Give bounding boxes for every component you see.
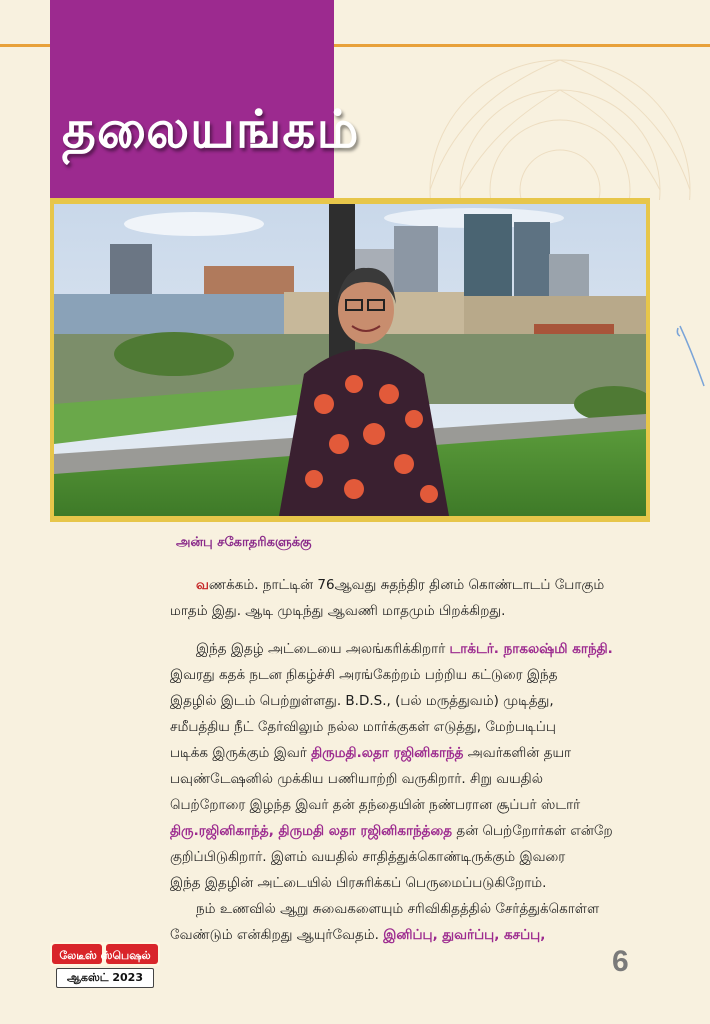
p2-line-7: பெற்றோரை இழந்த இவர் தன் தந்தையின் நண்பரான சூப்பர் ஸ்டார் [170,797,581,813]
logo-text: லேடீஸ் ஸ்பெஷல் [59,949,151,962]
p1-line-1: வணக்கம். நாட்டின் 76ஆவது சுதந்திர தினம் கொண்டாடப் போகும் [196,577,605,593]
drop-cap: வ [196,577,209,593]
pen-stroke-mark [672,322,708,392]
photo-frame [50,198,650,522]
p2-line-8: திரு.ரஜினிகாந்த், திருமதி லதா ரஜினிகாந்த்தை தன் பெற்றோர்கள் என்றே [170,823,613,839]
highlight-text: இனிப்பு, துவர்ப்பு, கசப்பு, [383,927,546,943]
p1-line-2: மாதம் இது. ஆடி முடிந்து ஆவணி மாதமும் பிறக்கிறது. [170,603,506,619]
paragraph-3 [170,896,650,948]
p2-line-3: இதழில் இடம் பெற்றுள்ளது. B.D.S., (பல் மருத்துவம்) முடித்து, [170,693,554,709]
p2-line-9: குறிப்பிடுகிறார். இளம் வயதில் சாதித்துக்கொண்டிருக்கும் இவரை [170,849,566,865]
issue-date: ஆகஸ்ட் 2023 [56,968,154,988]
highlight-name: திரு.ரஜினிகாந்த், திருமதி லதா ரஜினிகாந்த்தை [170,823,453,839]
cover-photo [54,204,646,516]
paragraph-1 [170,572,650,624]
p3-line-1: நம் உணவில் ஆறு சுவைகளையும் சரிவிகிதத்தில் சேர்த்துக்கொள்ள [196,901,600,917]
highlight-name: திருமதி.லதா ரஜினிகாந்த் [311,745,464,761]
page-number: 6 [612,945,629,978]
salutation: அன்பு சகோதரிகளுக்கு [176,535,312,550]
mandala-decoration [330,40,710,200]
p2-line-2: இவரது கதக் நடன நிகழ்ச்சி அரங்கேற்றம் பற்றிய கட்டுரை இந்த [170,667,558,683]
p2-line-1: இந்த இதழ் அட்டையை அலங்கரிக்கிறார் டாக்டர். நாகலஷ்மி காந்தி. [196,641,613,657]
p2-line-4: சமீபத்திய நீட் தேர்விலும் நல்ல மார்க்குகள் எடுத்து, மேற்படிப்பு [170,719,556,735]
page-title: தலையங்கம் [62,100,360,160]
title-block [50,0,334,198]
p2-line-5: படிக்க இருக்கும் இவர் திருமதி.லதா ரஜினிகாந்த் அவர்களின் தயா [170,745,572,761]
logo-graphic [50,940,160,970]
p2-line-10: இந்த இதழின் அட்டையில் பிரசுரிக்கப் பெருமைப்படுகிறோம். [170,875,547,891]
p3-line-2: வேண்டும் என்கிறது ஆயுர்வேதம். இனிப்பு, துவர்ப்பு, கசப்பு, [170,927,546,943]
p2-line-6: பவுண்டேஷனில் முக்கிய பணியாற்றி வருகிறார். சிறு வயதில் [170,771,543,787]
highlight-name: டாக்டர். நாகலஷ்மி காந்தி. [449,641,613,657]
paragraph-2 [170,636,650,896]
